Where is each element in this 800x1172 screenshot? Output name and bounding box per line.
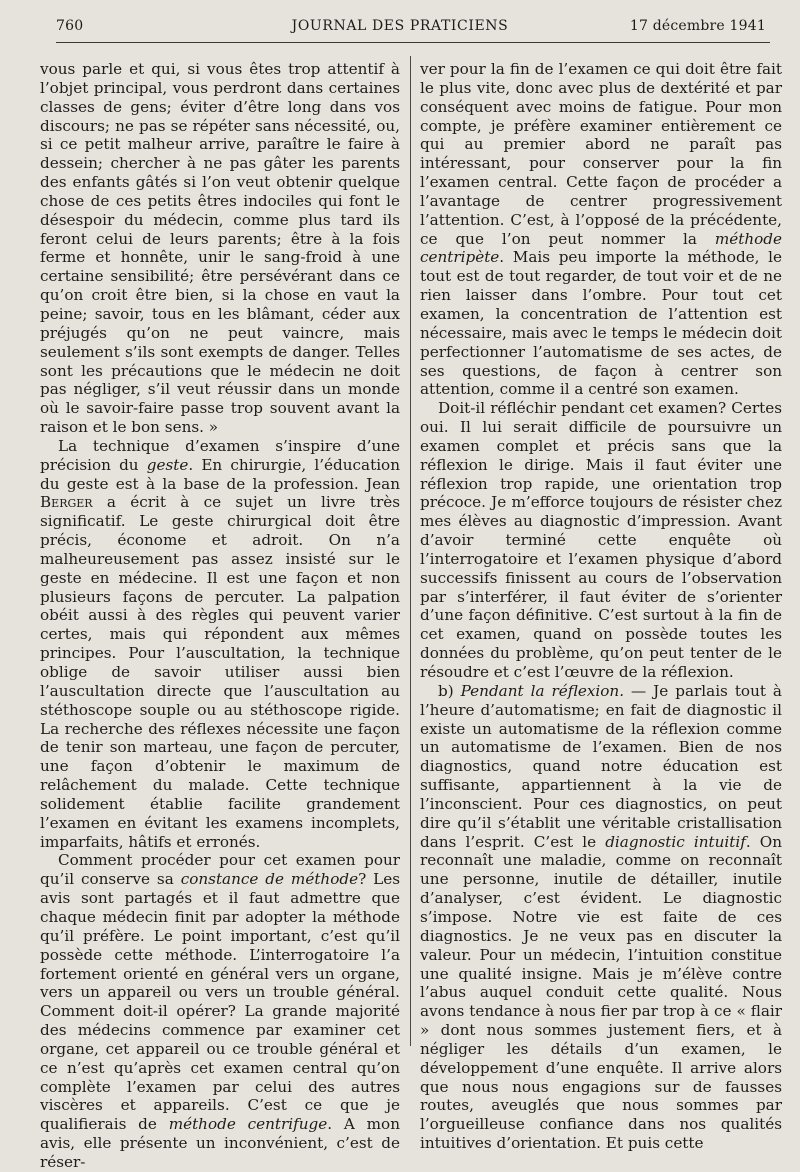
column-divider	[410, 56, 411, 1046]
paragraph: b) Pendant la réflexion. — Je parlais tout à l’heure d’automatisme; en fait de diagnostic il existe un automatisme de la réflexion comme un automatisme de l’examen. Bien de nos diagnostics, quand notre éducation est suffisante, appartiennent à la vie de l’inconscient. Pour ces diagnostics, on peut dire qu’il s’établit une véritable cristallisation dans l’esprit. C’est le diagnostic intuitif. On reconnaît une maladie, comme on reconnaît une personne, inutile de détailler, inutile d’analyser, c’est évident. Le diagnostic s’impose. Notre vie est faite de ces diagnostics. Je ne veux pas en discuter la valeur. Pour un médecin, l’intuition constitue une qualité insigne. Mais je m’élève contre l’abus auquel conduit cette qualité. Nous avons tendance à nous fier par trop à ce « flair » dont nous sommes justement fiers, et à négliger les détails d’un examen, le développement d’une enquête. Il arrive alors que nous nous engagions sur de fausses routes, aveuglés que nous sommes par l’orgueilleuse confiance dans nos qualités intuitives d’orientation. Et puis cette	[420, 681, 782, 1153]
paragraph: vous parle et qui, si vous êtes trop attentif à l’objet principal, vous perdront dans certaines classes de gens; éviter d’être long dans vos discours; ne pas se répéter sans nécessité, ou, si ce petit malheur arrive, paraître le faire à dessein; chercher à ne pas gâter les parents des enfants gâtés si l’on veut obtenir quelque chose de ces petits êtres indociles qui font le désespoir du médecin, comme plus tard ils feront celui de leurs parents; être à la fois ferme et honnête, unir le sang-froid à une certaine sensibilité; être persévérant dans ce qu’on croit être bien, si la chose en vaut la peine; savoir, tous en les blâmant, céder aux préjugés qu’on ne peut vaincre, mais seulement s’ils sont exempts de danger. Telles sont les précautions que le médecin ne doit pas négliger, s’il veut réussir dans un monde où le savoir-faire passe trop souvent avant la raison et le bon sens. »	[40, 60, 400, 437]
paragraph: ver pour la fin de l’examen ce qui doit être fait le plus vite, donc avec plus de dextérité et par conséquent avec moins de fatigue. Pour mon compte, je préfère examiner entièrement ce qui au premier abord ne paraît pas intéressant, pour conserver pour la fin l’examen central. Cette façon de procéder a l’avantage de centrer progressivement l’attention. C’est, à l’opposé de la précédente, ce que l’on peut nommer la méthode centripète. Mais peu importe la méthode, le tout est de tout regarder, de tout voir et de ne rien laisser dans l’ombre. Pour tout cet examen, la concentration de l’attention est nécessaire, mais avec le temps le médecin doit perfectionner l’automatisme de ses actes, de ses questions, de façon à centrer son attention, comme il a centré son examen.	[420, 60, 782, 399]
author-name: Berger	[40, 493, 93, 512]
left-column	[40, 60, 400, 1172]
section-heading: Pendant la réflexion.	[460, 681, 625, 700]
issue-date: 17 décembre 1941	[629, 18, 766, 34]
paragraph: La technique d’examen s’inspire d’une précision du geste. En chirurgie, l’éducation du geste est à la base de la profession. Jean Berger a écrit à ce sujet un livre très significatif. Le geste chirurgical doit être précis, économe et adroit. On n’a malheureusement pas assez insisté sur le geste en médecine. Il est une façon et non plusieurs façons de percuter. La palpation obéit aussi à des règles qui peuvent varier certes, mais qui répondent aux mêmes principes. Pour l’auscultation, la technique oblige de savoir utiliser aussi bien l’auscultation directe que l’auscultation au stéthoscope souple ou au stéthoscope rigide. La recherche des réflexes nécessite une façon de tenir son marteau, une façon de percuter, une façon d’obtenir le maximum de relâchement du malade. Cette technique solidement établie facilite grandement l’examen en évitant les examens incomplets, imparfaits, hâtifs et erronés.	[40, 436, 400, 851]
right-column	[420, 60, 782, 1153]
journal-title: JOURNAL DES PRATICIENS	[291, 18, 509, 34]
page-number: 760	[56, 18, 84, 34]
paragraph: Doit-il réfléchir pendant cet examen? Certes oui. Il lui serait difficile de poursuivre un examen complet et précis sans que la réflexion le dirige. Mais il faut éviter une réflexion trop rapide, une orientation trop précoce. Je m’efforce toujours de résister chez mes élèves au diagnostic d’impression. Avant d’avoir terminé cette enquête où l’interrogatoire et l’examen physique d’abord successifs finissent au cours de l’observation par s’interférer, il faut éviter de s’orienter d’une façon définitive. C’est surtout à la fin de cet examen, quand on possède toutes les données du problème, qu’on peut tenter de le résoudre et c’est l’œuvre de la réflexion.	[420, 399, 782, 681]
header-rule	[56, 42, 770, 43]
running-header	[0, 18, 800, 40]
paragraph: Comment procéder pour cet examen pour qu’il conserve sa constance de méthode? Les avis sont partagés et il faut admettre que chaque médecin finit par adopter la méthode qu’il préfère. Le point important, c’est qu’il possède cette méthode. L’interrogatoire l’a fortement orienté en général vers un organe, vers un appareil ou vers un trouble général. Comment doit-il opérer? La grande majorité des médecins commence par examiner cet organe, cet appareil ou ce trouble général et ce n’est qu’après cet examen central qu’on complète l’examen par celui des autres viscères et appareils. C’est ce que je qualifierais de méthode centrifuge. A mon avis, elle présente un inconvénient, c’est de réser-	[40, 851, 400, 1171]
